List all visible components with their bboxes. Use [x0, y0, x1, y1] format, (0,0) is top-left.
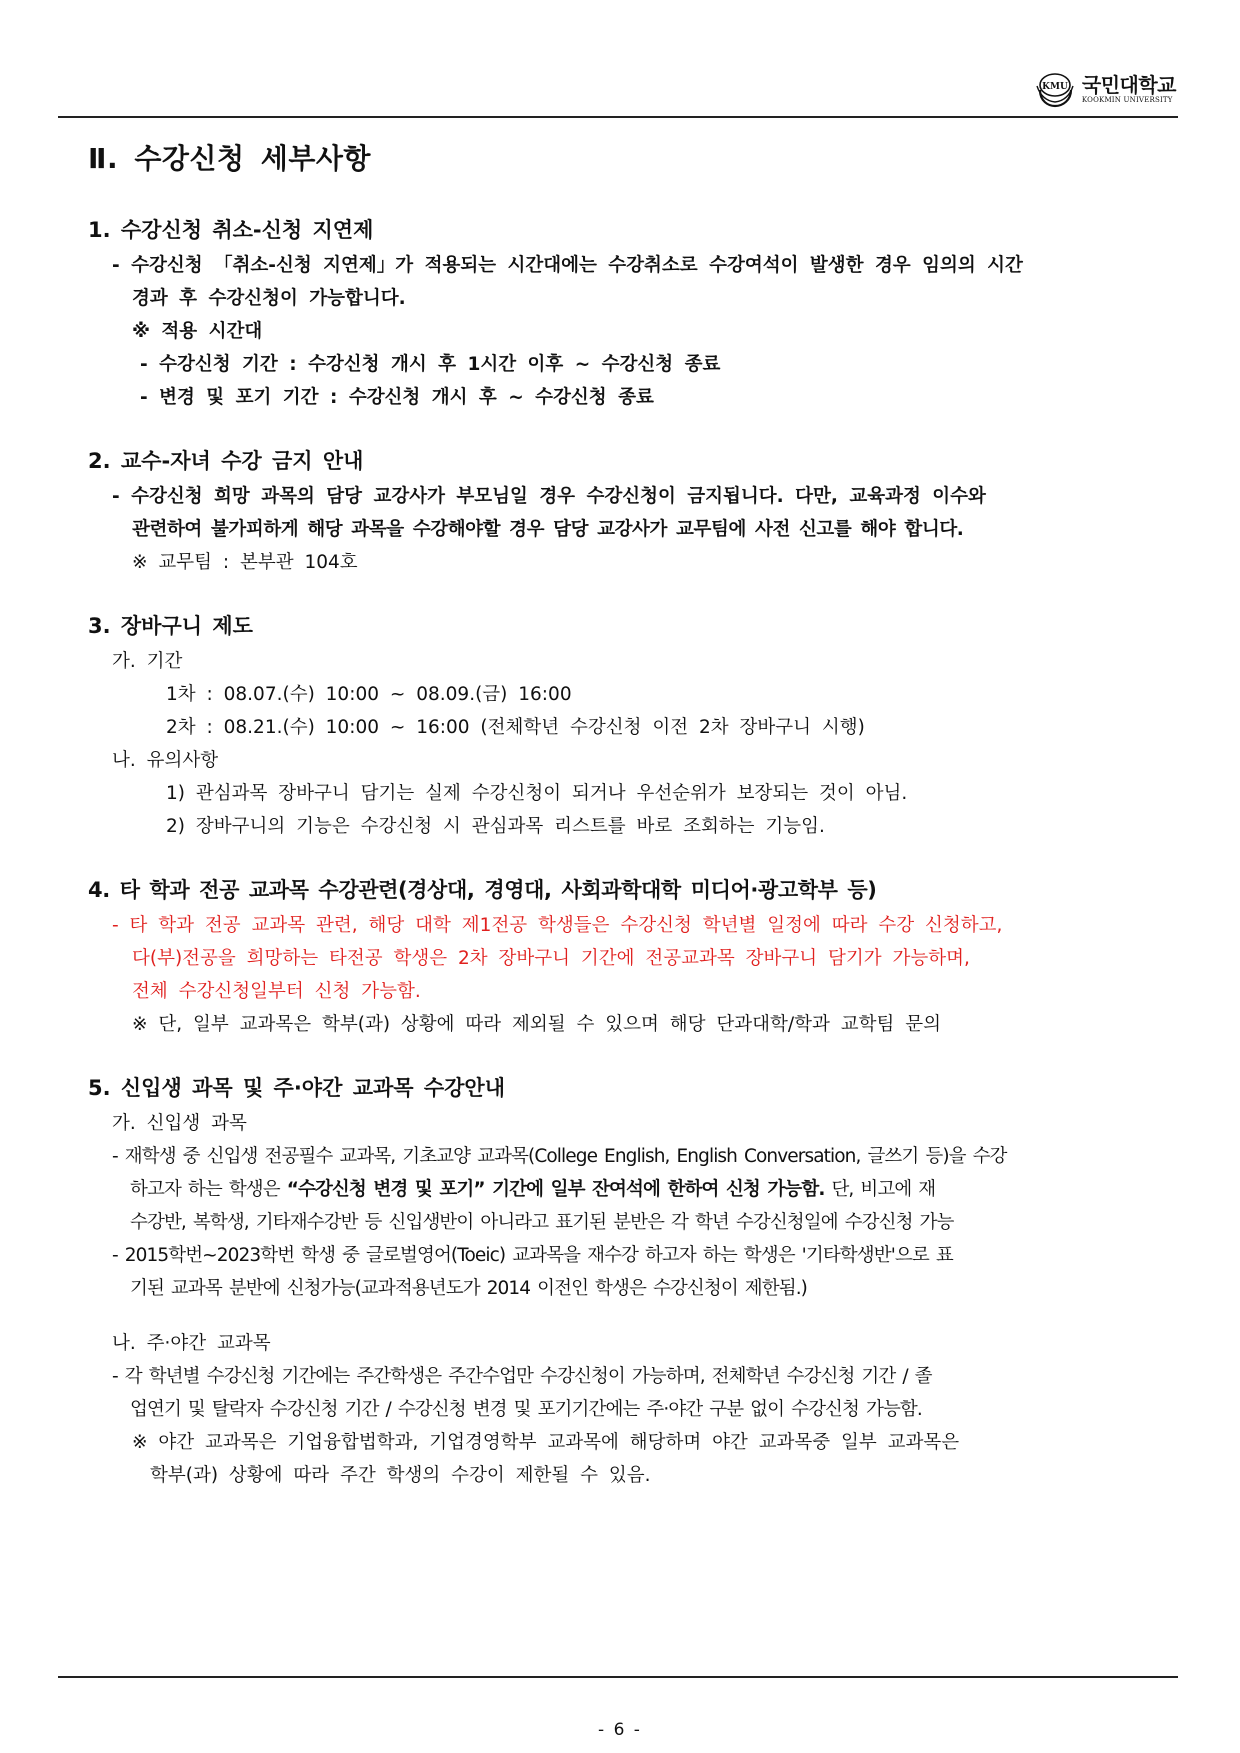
page-number: - 6 -: [598, 1720, 642, 1740]
paragraph-line: 업연기 및 탈락자 수강신청 기간 / 수강신청 변경 및 포기기간에는 주·야간 구분 없이 수강신청 가능함.: [130, 1399, 922, 1420]
emblem-text: KMU: [1042, 82, 1068, 92]
paragraph-line: 수강반, 복학생, 기타재수강반 등 신입생반이 아니라고 표기된 분반은 각 학년 수강신청일에 수강신청 가능: [130, 1212, 954, 1233]
page-header: [58, 0, 1178, 118]
paragraph-line: 전체 수강신청일부터 신청 가능함.: [132, 981, 421, 1002]
university-name-en: KOOKMIN UNIVERSITY: [1081, 95, 1173, 104]
paragraph-line: - 각 학년별 수강신청 기간에는 주간학생은 주간수업만 수강신청이 가능하며, 전체학년 수강신청 기간 / 졸: [112, 1366, 932, 1387]
subsection-title: 나. 유의사항: [112, 750, 219, 771]
kmu-emblem-icon: [1034, 70, 1076, 108]
section-title: 3. 장바구니 제도: [88, 614, 253, 638]
section-professor-child: [88, 447, 1158, 579]
note: 학부(과) 상황에 따라 주간 학생의 수강이 제한될 수 있음.: [150, 1465, 651, 1486]
paragraph-text: 단, 비고에 재: [824, 1179, 936, 1200]
list-item: 1차 : 08.07.(수) 10:00 ~ 08.09.(금) 16:00: [166, 684, 572, 705]
list-item: - 변경 및 포기 기간 : 수강신청 개시 후 ~ 수강신청 종료: [140, 387, 654, 408]
section-cart: [88, 612, 1158, 843]
paragraph-text: 하고자 하는 학생은: [130, 1179, 287, 1200]
section-cancel-delay: [88, 216, 1158, 414]
footer-rule: [58, 1676, 1178, 1678]
section-freshman-day-night: [88, 1074, 1158, 1492]
paragraph-line: 기된 교과목 분반에 신청가능(교과적용년도가 2014 이전인 학생은 수강신청이 제한됨.): [130, 1278, 807, 1299]
list-item: 1) 관심과목 장바구니 담기는 실제 수강신청이 되거나 우선순위가 보장되는 것이 아님.: [166, 783, 908, 804]
paragraph-line: - 타 학과 전공 교과목 관련, 해당 대학 제1전공 학생들은 수강신청 학년별 일정에 따라 수강 신청하고,: [112, 915, 1003, 936]
paragraph-line: 경과 후 수강신청이 가능합니다.: [132, 288, 406, 309]
note: ※ 교무팀 : 본부관 104호: [132, 552, 358, 573]
note: ※ 단, 일부 교과목은 학부(과) 상황에 따라 제외될 수 있으며 해당 단과대학/학과 교학팀 문의: [132, 1014, 941, 1035]
document-body: [88, 142, 1158, 1525]
section-title: 2. 교수-자녀 수강 금지 안내: [88, 449, 364, 473]
subsection-title: 가. 기간: [112, 651, 183, 672]
list-item: 2차 : 08.21.(수) 10:00 ~ 16:00 (전체학년 수강신청 이전 2차 장바구니 시행): [166, 717, 865, 738]
page-title: Ⅱ. 수강신청 세부사항: [88, 142, 371, 175]
section-title: 4. 타 학과 전공 교과목 수강관련(경상대, 경영대, 사회과학대학 미디어·광고학부 등): [88, 878, 877, 902]
paragraph-line: - 재학생 중 신입생 전공필수 교과목, 기초교양 교과목(College English, English Conversation, 글쓰기 등)을 수강: [112, 1146, 1007, 1167]
subsection-title: 가. 신입생 과목: [112, 1113, 247, 1134]
paragraph-line: 다(부)전공을 희망하는 타전공 학생은 2차 장바구니 기간에 전공교과목 장바구니 담기가 가능하며,: [132, 948, 970, 969]
university-name: 국민대학교: [1081, 72, 1176, 97]
paragraph-line: - 2015학번~2023학번 학생 중 글로벌영어(Toeic) 교과목을 재수강 하고자 하는 학생은 '기타학생반'으로 표: [112, 1245, 953, 1266]
note-title: ※ 적용 시간대: [132, 321, 263, 342]
subsection-title: 나. 주·야간 교과목: [112, 1333, 271, 1354]
emphasis-text: “수강신청 변경 및 포기” 기간에 일부 잔여석에 한하여 신청 가능함.: [286, 1179, 825, 1200]
section-title: 5. 신입생 과목 및 주·야간 교과목 수강안내: [88, 1076, 506, 1100]
paragraph-line: - 수강신청 「취소-신청 지연제」가 적용되는 시간대에는 수강취소로 수강여석이 발생한 경우 임의의 시간: [112, 255, 1023, 276]
paragraph-line: - 수강신청 희망 과목의 담당 교강사가 부모님일 경우 수강신청이 금지됩니다. 다만, 교육과정 이수와: [112, 486, 986, 507]
note: ※ 야간 교과목은 기업융합법학과, 기업경영학부 교과목에 해당하며 야간 교과목중 일부 교과목은: [132, 1432, 960, 1453]
section-other-major: [88, 876, 1158, 1041]
paragraph-line: [88, 1173, 1158, 1206]
paragraph-line: 관련하여 불가피하게 해당 과목을 수강해야할 경우 담당 교강사가 교무팀에 사전 신고를 해야 합니다.: [132, 519, 964, 540]
section-title: 1. 수강신청 취소-신청 지연제: [88, 218, 374, 242]
university-logo: [1034, 70, 1176, 108]
list-item: 2) 장바구니의 기능은 수강신청 시 관심과목 리스트를 바로 조회하는 기능임.: [166, 816, 825, 837]
list-item: - 수강신청 기간 : 수강신청 개시 후 1시간 이후 ~ 수강신청 종료: [140, 354, 721, 375]
